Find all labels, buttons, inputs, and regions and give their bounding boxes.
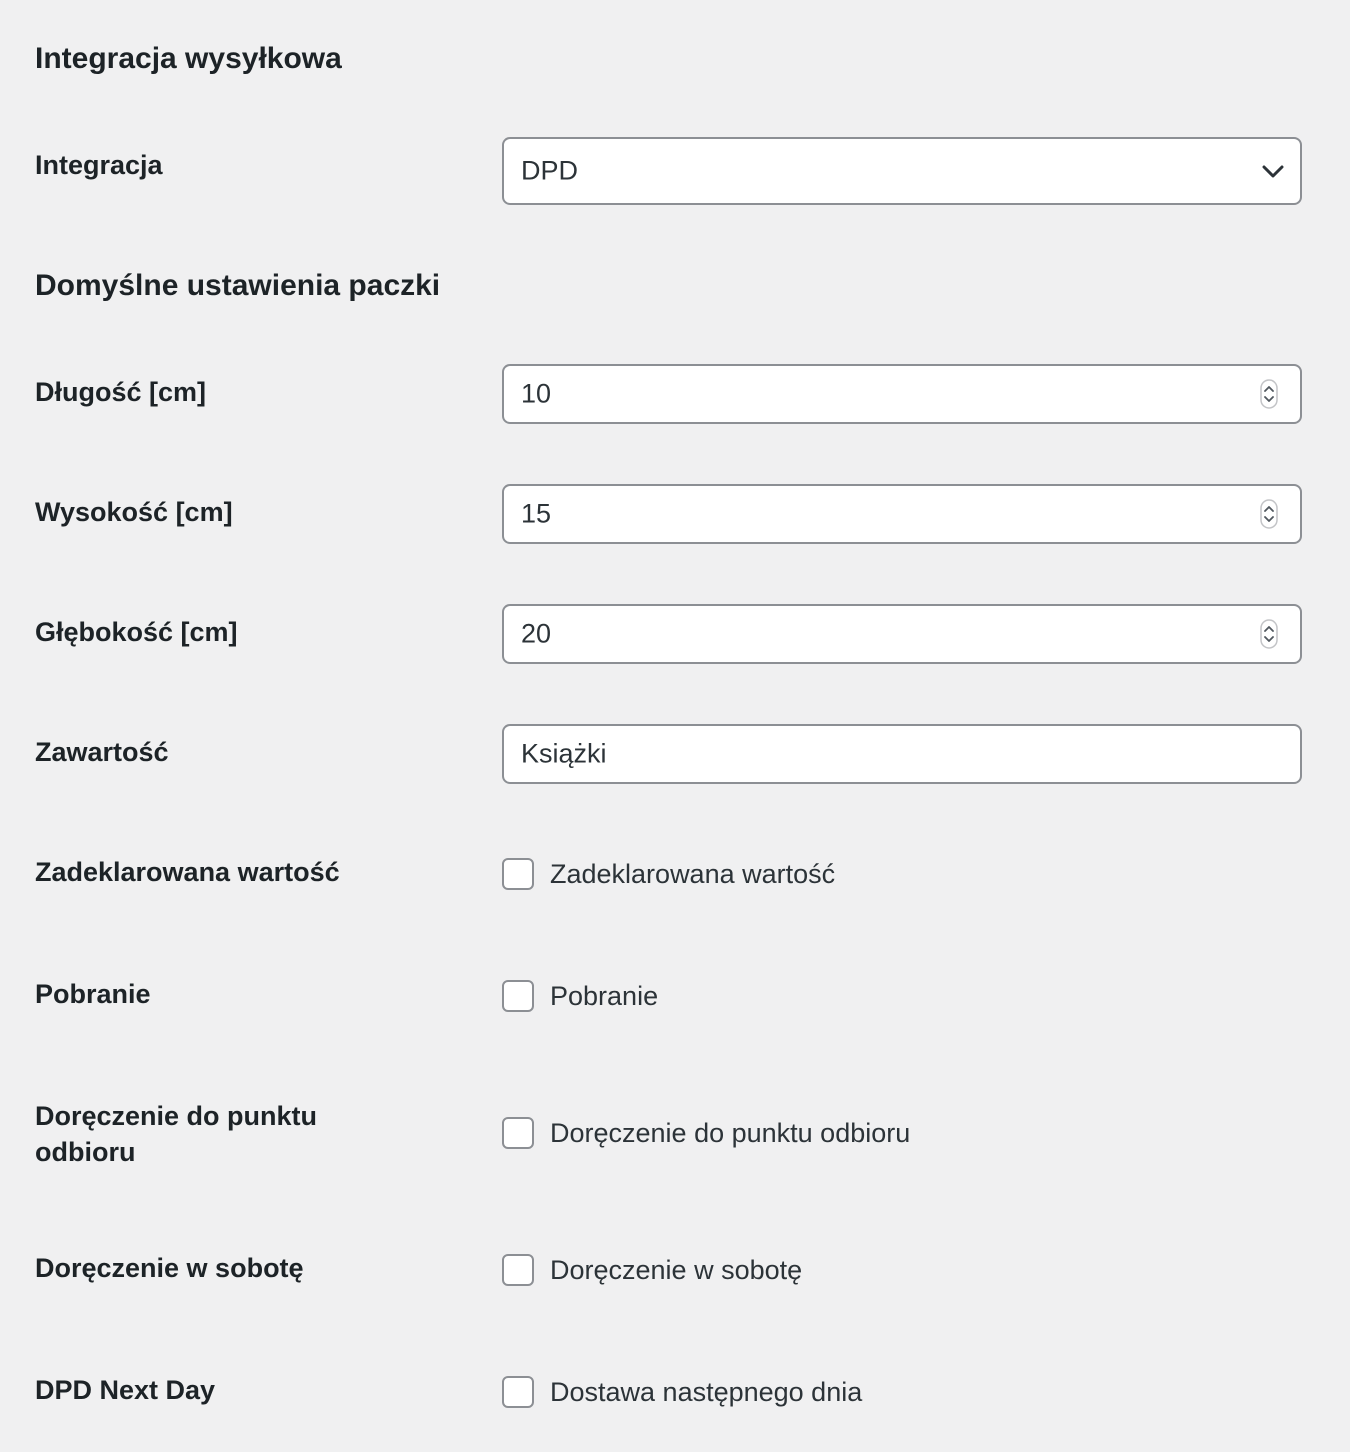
pickup-point-checkbox-label[interactable]: Doręczenie do punktu odbioru [550,1117,911,1148]
section-title-shipping-integration: Integracja wysyłkowa [35,42,342,75]
declared-value-label: Zadeklarowana wartość [35,857,340,887]
integration-label: Integracja [35,150,163,180]
depth-value: 20 [521,618,552,649]
next-day-label: DPD Next Day [35,1375,216,1405]
next-day-checkbox[interactable] [502,1376,534,1408]
pickup-point-label: Doręczenie do punktu odbioru [35,1101,318,1167]
pickup-point-option[interactable] [502,1115,910,1151]
cod-option[interactable] [502,978,658,1014]
height-input[interactable] [502,484,1302,544]
depth-label: Głębokość [cm] [35,617,238,647]
depth-input[interactable] [502,604,1302,664]
content-value: Książki [521,738,607,769]
number-spinner-icon[interactable] [1260,619,1278,649]
cod-label: Pobranie [35,979,151,1009]
length-label: Długość [cm] [35,377,207,407]
declared-value-checkbox-label[interactable]: Zadeklarowana wartość [550,858,836,889]
cod-checkbox[interactable] [502,980,534,1012]
content-input[interactable] [502,724,1302,784]
declared-value-checkbox[interactable] [502,858,534,890]
content-label: Zawartość [35,737,169,767]
integration-selected-value: DPD [521,155,579,186]
cod-checkbox-label[interactable]: Pobranie [550,980,659,1011]
length-value: 10 [521,378,552,409]
length-input[interactable] [502,364,1302,424]
height-label: Wysokość [cm] [35,497,233,527]
number-spinner-icon[interactable] [1260,379,1278,409]
saturday-delivery-option[interactable] [502,1252,802,1288]
section-title-package-defaults: Domyślne ustawienia paczki [35,269,441,302]
number-spinner-icon[interactable] [1260,499,1278,529]
next-day-checkbox-label[interactable]: Dostawa następnego dnia [550,1376,863,1407]
integration-select[interactable] [502,137,1302,205]
saturday-delivery-checkbox-label[interactable]: Doręczenie w sobotę [550,1254,803,1285]
height-value: 15 [521,498,552,529]
next-day-option[interactable] [502,1374,862,1410]
declared-value-option[interactable] [502,856,835,892]
saturday-delivery-label: Doręczenie w sobotę [35,1253,304,1283]
chevron-down-icon [1260,162,1286,180]
saturday-delivery-checkbox[interactable] [502,1254,534,1286]
pickup-point-checkbox[interactable] [502,1117,534,1149]
